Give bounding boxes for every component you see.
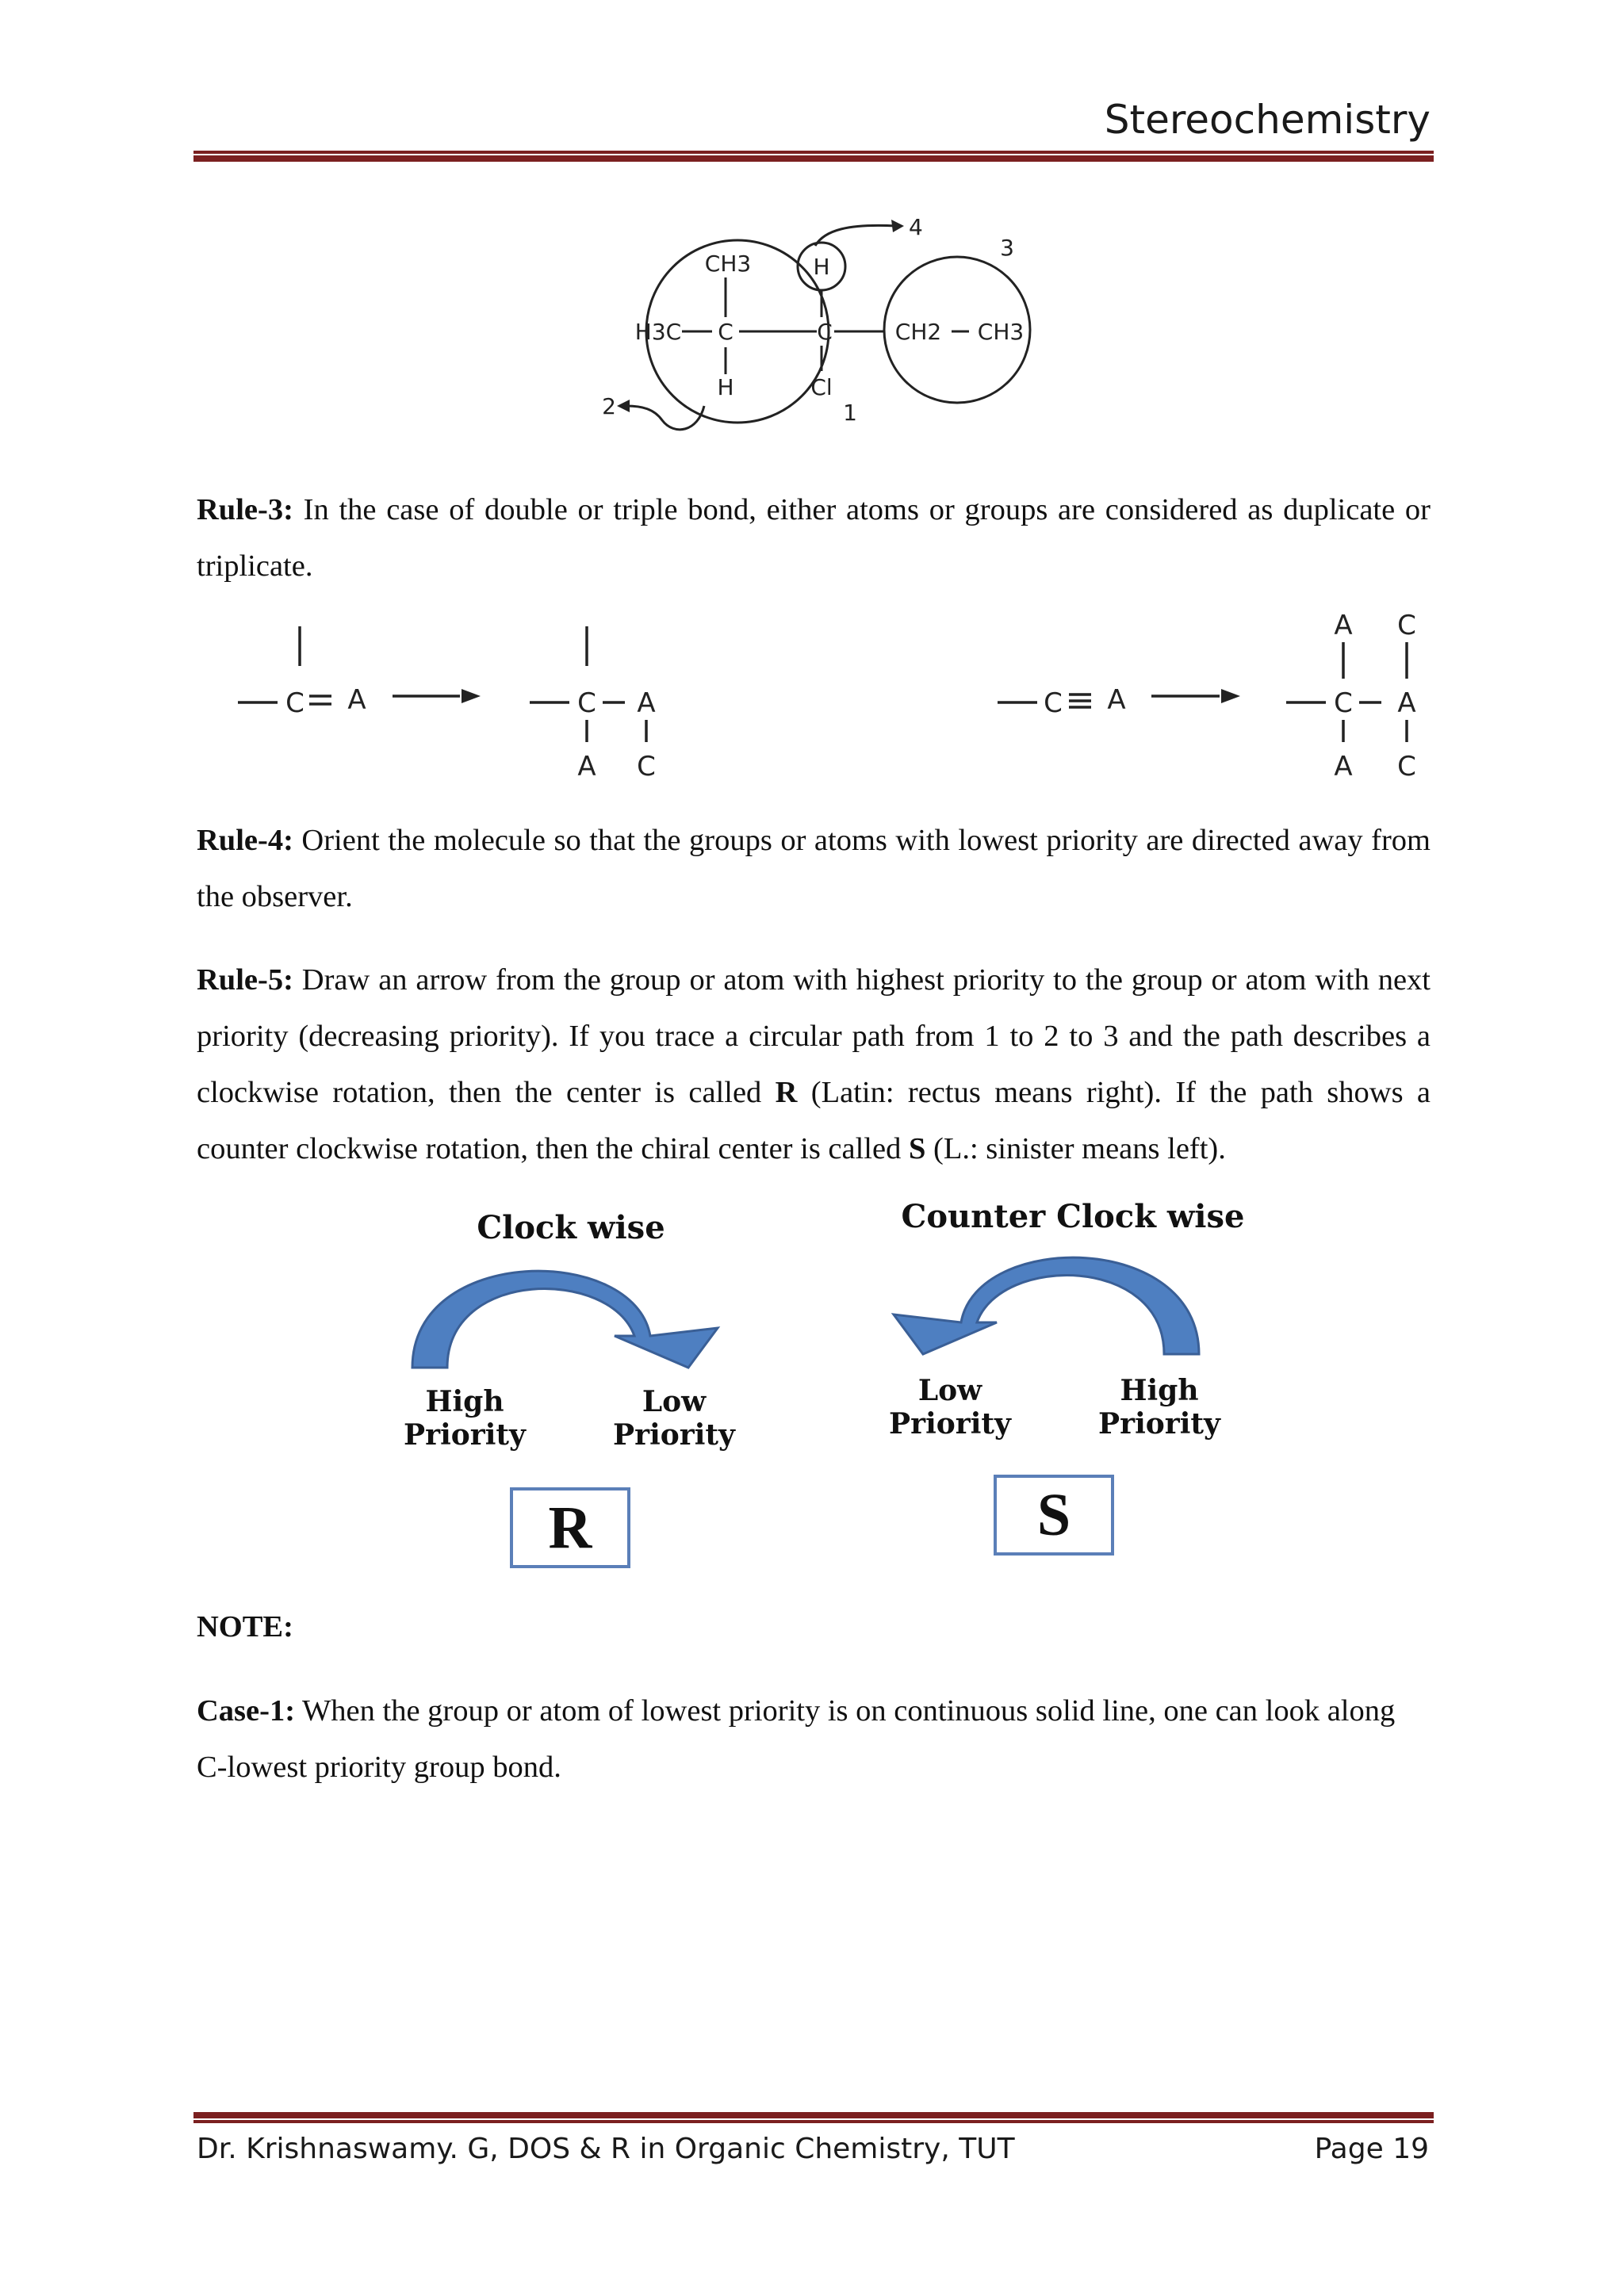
rule5-label: Rule-5: <box>197 963 293 997</box>
s-box-label: S <box>1036 1482 1071 1548</box>
a-triplicate-right: A <box>1397 687 1416 719</box>
priority-number-4: 4 <box>909 214 923 240</box>
ch3-right-label: CH3 <box>977 319 1025 345</box>
note-heading <box>197 1599 1431 1655</box>
r-low-priority: Priority <box>613 1418 735 1452</box>
rotation-diagram <box>396 1197 1316 1578</box>
c-expanded: C <box>577 687 596 719</box>
a-expanded-right: A <box>637 687 656 719</box>
r-high-priority: Priority <box>404 1418 526 1452</box>
h-top-label: H <box>813 254 830 280</box>
rule5-s: S <box>908 1132 926 1165</box>
a-triple: A <box>1107 684 1126 716</box>
s-high-label: High <box>1120 1374 1199 1407</box>
s-low-priority: Priority <box>889 1407 1011 1441</box>
priority-number-1: 1 <box>843 400 857 426</box>
rule3-text: In the case of double or triple bond, either atoms or groups are considered as duplicate or triplicate. <box>197 493 1431 583</box>
note-label: NOTE: <box>197 1610 293 1644</box>
carbon-left-label: C <box>718 319 733 345</box>
c-expanded-bottom: C <box>637 751 656 783</box>
r-low-label: Low <box>642 1385 707 1418</box>
counter-clockwise-arrow <box>894 1257 1199 1354</box>
rule5-text-a: Draw an arrow from the group or atom with highest priority to the group or atom with next priority (decreasing priority). If you trace a circular path from 1 to 2 to 3 and the path describes a clockwise rotation, then the center is called <box>197 963 1431 1109</box>
a-triplicate-top: A <box>1334 610 1353 641</box>
footer-rule-thick <box>193 2112 1434 2118</box>
footer-page-number: Page 19 <box>1314 2133 1429 2165</box>
chlorine-label: Cl <box>810 374 833 400</box>
c-triplicate-bottom: C <box>1397 751 1416 783</box>
counter-clockwise-title: Counter Clock wise <box>901 1198 1245 1235</box>
page-header-title: Stereochemistry <box>1104 97 1431 143</box>
s-low-label: Low <box>917 1374 982 1407</box>
h3c-label: H3C <box>634 319 682 345</box>
rule4-text: Orient the molecule so that the groups or atoms with lowest priority are directed away from the observer. <box>197 824 1431 913</box>
clockwise-title: Clock wise <box>477 1209 665 1246</box>
c-triplicate: C <box>1334 687 1353 719</box>
priority-number-2: 2 <box>602 393 616 419</box>
a-expanded-bottom: A <box>577 751 596 783</box>
rule5-text-c: (L.: sinister means left). <box>925 1132 1226 1165</box>
s-high-priority: Priority <box>1098 1407 1220 1441</box>
rule3-paragraph <box>197 482 1431 595</box>
footer-author: Dr. Krishnaswamy. G, DOS & R in Organic Chemistry, TUT <box>197 2133 1015 2165</box>
ch3-label: CH3 <box>704 251 752 277</box>
priority-number-3: 3 <box>1000 235 1014 261</box>
a-double: A <box>347 684 366 716</box>
case1-text: When the group or atom of lowest priority is on continuous solid line, one can look along C-lowest priority group bond. <box>197 1694 1396 1784</box>
h-bottom-label: H <box>717 374 734 400</box>
r-high-label: High <box>425 1385 504 1418</box>
header-rule <box>193 151 1434 154</box>
case1-label: Case-1: <box>197 1694 296 1728</box>
rule5-paragraph <box>197 952 1431 1177</box>
priority-example-figure <box>587 206 1047 444</box>
header-rule-thick <box>193 155 1434 162</box>
rule3-label: Rule-3: <box>197 493 293 526</box>
rule5-text-b: (Latin: rectus means right). If the path shows a counter clockwise rotation, then the chiral center is called <box>197 1076 1431 1165</box>
clockwise-arrow <box>412 1271 718 1368</box>
footer-rule <box>193 2120 1434 2123</box>
r-box-label: R <box>548 1494 592 1561</box>
ch2-label: CH2 <box>894 319 942 345</box>
case1-paragraph <box>197 1683 1431 1796</box>
c-triplicate-top: C <box>1397 610 1416 641</box>
a-triplicate-bottom: A <box>1334 751 1353 783</box>
c-triple: C <box>1044 687 1063 719</box>
rule4-label: Rule-4: <box>197 824 293 857</box>
carbon-center-label: C <box>817 319 833 345</box>
c-double: C <box>285 687 304 719</box>
rule4-paragraph <box>197 813 1431 925</box>
rule5-r: R <box>775 1076 798 1109</box>
duplicate-triplicate-figure <box>230 610 1443 793</box>
